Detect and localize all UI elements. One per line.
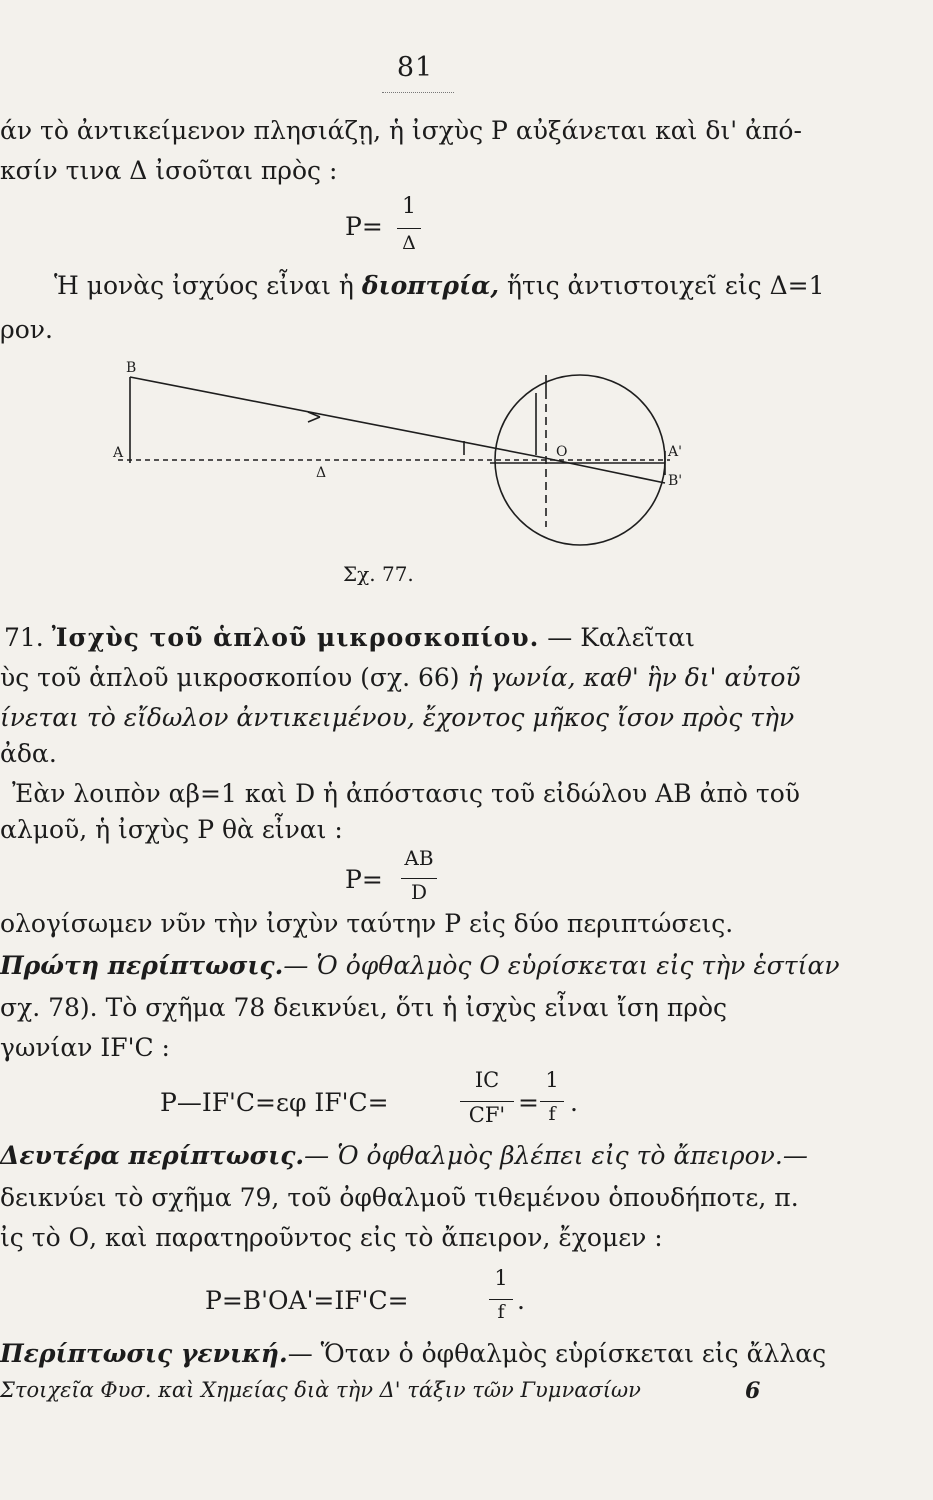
text-line: ίνεται τὸ εἴδωλον ἀντικειμένου, ἔχοντος μῆκος ἴσον πρὸς τὴν [0,703,795,732]
label-a-prime: A' [668,444,682,460]
fraction-bar [540,1101,564,1102]
fraction-bar [489,1299,513,1300]
formula-case-2 [205,1266,545,1336]
text-line [0,662,801,694]
formula-case-1 [160,1068,600,1138]
text-line: γωνίαν IF'C : [0,1033,170,1062]
text-line [0,950,840,982]
formula-lhs: P= [345,212,383,241]
text-line: ἰς τὸ Ο, καὶ παρατηροῦντος εἰς τὸ ἄπειρον, ἔχομεν : [0,1223,663,1252]
case-2-label: Δευτέρα περίπτωσις. [0,1141,305,1170]
formula-numerator: 1 [402,194,416,219]
text-line: άν τὸ ἀντικείμενον πλησιάζῃ, ἡ ἰσχὺς P αὐξάνεται καὶ δι' ἀπό- [0,116,802,145]
text-span-italic: — Ὁ ὀφθαλμὸς Ο εὑρίσκεται εἰς τὴν ἑστίαν [283,951,840,980]
case-1-label: Πρώτη περίπτωσις. [0,951,284,980]
ray-b-to-eye [130,377,545,458]
formula-lhs: P= [345,865,383,894]
text-span: ὺς τοῦ ἁπλοῦ μικροσκοπίου (σχ. 66) [0,663,468,692]
fraction-bar [397,228,421,229]
signature-mark: 6 [745,1378,761,1404]
text-line [0,1140,808,1172]
label-a: A [113,445,124,461]
label-delta: Δ [316,465,327,481]
text-line: αλμοῦ, ἡ ἰσχὺς P θὰ εἶναι : [0,815,343,844]
page-number: 81 [396,52,434,83]
label-o: O [556,444,568,460]
text-span-italic: ἡ γωνία, καθ' ἣν δι' αὐτοῦ [467,663,801,692]
text-line: ἀδα. [0,739,57,768]
page-number-rule [382,92,454,93]
arrow-head [308,417,320,422]
text-span: Ἡ μονὰς ἰσχύος εἶναι ἡ [54,271,362,300]
formula-equals: = [518,1088,539,1117]
formula-denominator: CF' [468,1103,506,1127]
text-line: Ἐὰν λοιπὸν αβ=1 καὶ D ἡ ἀπόστασις τοῦ εἰδώλου AB ἀπὸ τοῦ [12,779,800,808]
text-line: δεικνύει τὸ σχῆμα 79, τοῦ ὀφθαλμοῦ τιθεμένου ὁπουδήποτε, π. [0,1183,799,1212]
page-footer: Στοιχεῖα Φυσ. καὶ Χημείας διὰ τὴν Δ' τάξιν τῶν Γυμνασίων [0,1378,641,1402]
formula-lhs: P—IF'C=εφ IF'C= [160,1088,389,1117]
formula-period: . [570,1088,578,1117]
text-span: — Ὅταν ὁ ὀφθαλμὸς εὑρίσκεται εἰς ἄλλας [287,1339,827,1368]
formula-power-inverse-distance [345,194,465,268]
ray-to-b-prime [545,458,665,483]
formula-denominator: f [548,1103,556,1125]
text-line: σχ. 78). Τὸ σχῆμα 78 δεικνύει, ὅτι ἡ ἰσχὺς εἶναι ἴση πρὸς [0,993,728,1022]
formula-lhs: P=B'OA'=IF'C= [205,1286,409,1315]
text-span: — Καλεῖται [539,623,695,652]
text-line [0,1338,826,1370]
case-general-label: Περίπτωσις γενική. [0,1339,288,1368]
text-line [54,270,824,302]
label-b: B [126,360,137,376]
section-71-heading [4,622,695,654]
text-line: ρον. [0,315,53,344]
term-dioptria: διοπτρία, [361,271,500,300]
fraction-bar [460,1101,514,1102]
section-number: 71. [4,623,44,652]
label-b-prime: B' [668,473,683,489]
text-span: ἥτις ἀντιστοιχεῖ εἰς Δ=1 [499,271,825,300]
formula-denominator: f [497,1301,505,1323]
formula-numerator: AB [404,846,434,870]
formula-period: . [517,1286,525,1315]
figure-caption: Σχ. 77. [343,562,414,586]
section-title: Ἰσχὺς τοῦ ἁπλοῦ μικροσκοπίου. [51,623,540,652]
formula-numerator: 1 [494,1266,508,1290]
formula-denominator: Δ [402,232,416,254]
fraction-bar [401,878,437,879]
text-line: ολογίσωμεν νῦν τὴν ἰσχὺν ταύτην P εἰς δύο περιπτώσεις. [0,909,734,938]
formula-denominator: D [410,880,428,904]
text-span-italic: — Ὁ ὀφθαλμὸς βλέπει εἰς τὸ ἄπειρον.— [304,1141,808,1170]
figure-77-diagram [80,355,720,570]
text-line: κσίν τινα Δ ἰσοῦται πρὸς : [0,156,338,185]
formula-numerator: IC [474,1068,500,1092]
formula-numerator: 1 [545,1068,559,1092]
